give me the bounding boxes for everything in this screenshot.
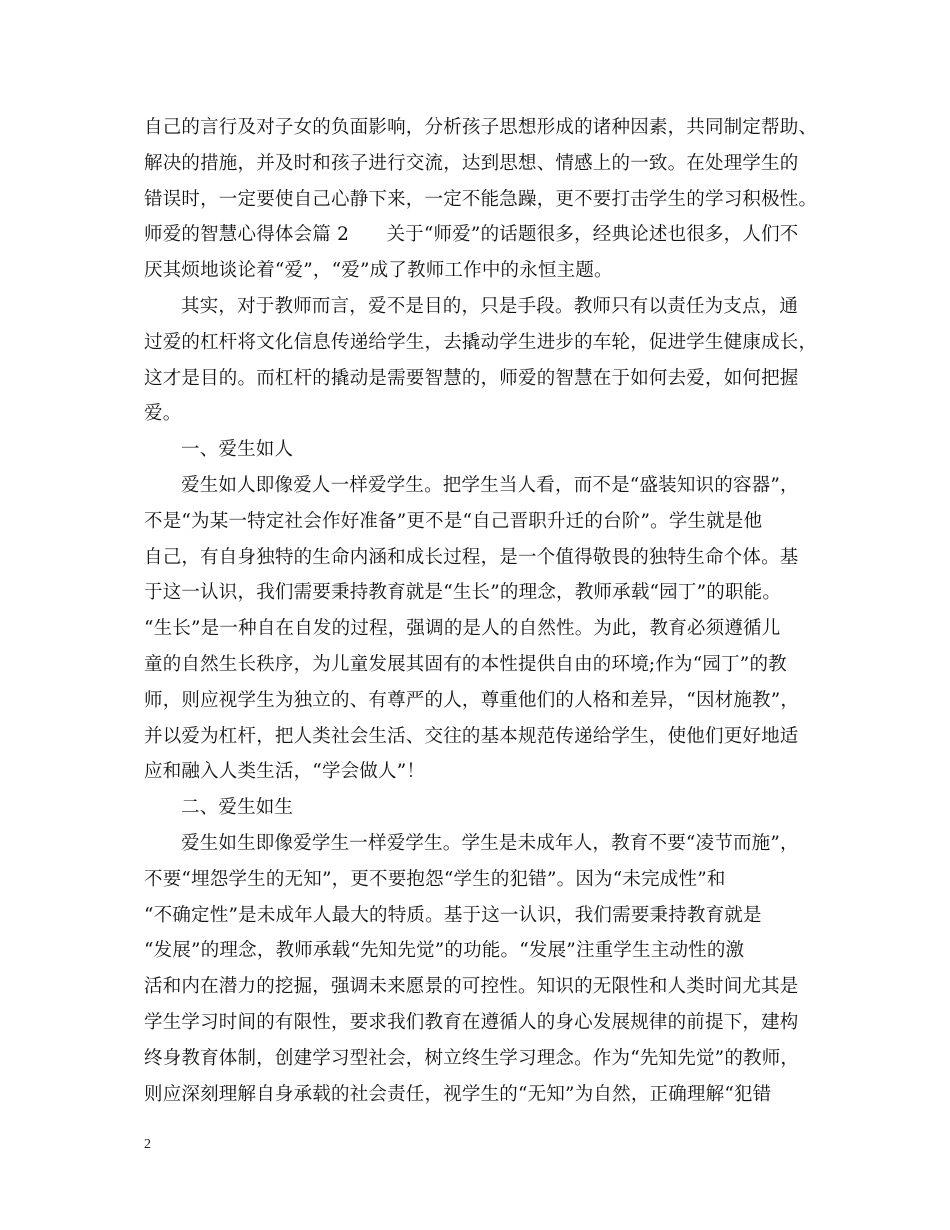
text-line: 师，则应视学生为独立的、有尊严的人，尊重他们的人格和差异，“因材施教”， [144, 689, 800, 711]
text-line: 自己的言行及对子女的负面影响，分析孩子思想形成的诸种因素，共同制定帮助、 [144, 117, 818, 138]
text-line: 这才是目的。而杠杆的撬动是需要智慧的，师爱的智慧在于如何去爱，如何把握 [144, 367, 799, 389]
text-line: 不要“埋怨学生的无知”，更不要抱怨“学生的犯错”。因为“未完成性”和 [144, 868, 726, 890]
text-line: 爱生如人即像爱人一样爱学生。把学生当人看，而不是“盛装知识的容器”， [181, 474, 799, 496]
text-line: 并以爱为杠杆，把人类社会生活、交往的基本规范传递给学生，使他们更好地适 [144, 725, 799, 747]
text-line: 自己，有自身独特的生命内涵和成长过程，是一个值得敬畏的独特生命个体。基 [144, 546, 799, 568]
text-line: “生长”是一种自在自发的过程，强调的是人的自然性。为此，教育必须遵循儿 [144, 618, 781, 640]
text-line: 厌其烦地谈论着“爱”，“爱”成了教师工作中的永恒主题。 [144, 260, 613, 282]
text-line: 过爱的杠杆将文化信息传递给学生，去撬动学生进步的车轮，促进学生健康成长， [144, 331, 818, 353]
text-line: “发展”的理念，教师承载“先知先觉”的功能。“发展”注重学生主动性的激 [144, 940, 745, 962]
text-line: 解决的措施，并及时和孩子进行交流，达到思想、情感上的一致。在处理学生的 [144, 152, 799, 174]
text-line: 错误时，一定要使自己心静下来，一定不能急躁，更不要打击学生的学习积极性。 [144, 188, 818, 210]
text-line: 二、爱生如生 [181, 797, 294, 819]
text-line: 一、爱生如人 [181, 439, 294, 461]
text-line: 活和内在潜力的挖掘，强调未来愿景的可控性。知识的无限性和人类时间尤其是 [144, 976, 799, 998]
page-number: 2 [144, 1137, 151, 1152]
text-line: 不是“为某一特定社会作好准备”更不是“自己晋职升迁的台阶”。学生就是他 [144, 510, 763, 532]
text-line: 师爱的智慧心得体会篇 2 关于“师爱”的话题很多，经典论述也很多，人们不 [144, 224, 799, 246]
text-line: 应和融入人类生活，“学会做人”！ [144, 761, 426, 783]
text-line: 其实，对于教师而言，爱不是目的，只是手段。教师只有以责任为支点，通 [181, 295, 799, 317]
text-line: 终身教育体制，创建学习型社会，树立终生学习理念。作为“先知先觉”的教师， [144, 1047, 800, 1069]
body-text [144, 110, 820, 1112]
text-line: 爱生如生即像爱学生一样爱学生。学生是未成年人，教育不要“凌节而施”， [181, 832, 799, 854]
text-line: 爱。 [144, 403, 182, 425]
text-line: 则应深刻理解自身承载的社会责任，视学生的“无知”为自然，正确理解“犯错 [144, 1083, 772, 1105]
text-line: 童的自然生长秩序，为儿童发展其固有的本性提供自由的环境;作为“园丁”的教 [144, 653, 787, 675]
text-line: 学生学习时间的有限性，要求我们教育在遵循人的身心发展规律的前提下，建构 [144, 1011, 799, 1033]
text-line: 于这一认识，我们需要秉持教育就是“生长”的理念，教师承载“园丁”的职能。 [144, 582, 782, 604]
text-line: “不确定性”是未成年人最大的特质。基于这一认识，我们需要秉持教育就是 [144, 904, 762, 926]
